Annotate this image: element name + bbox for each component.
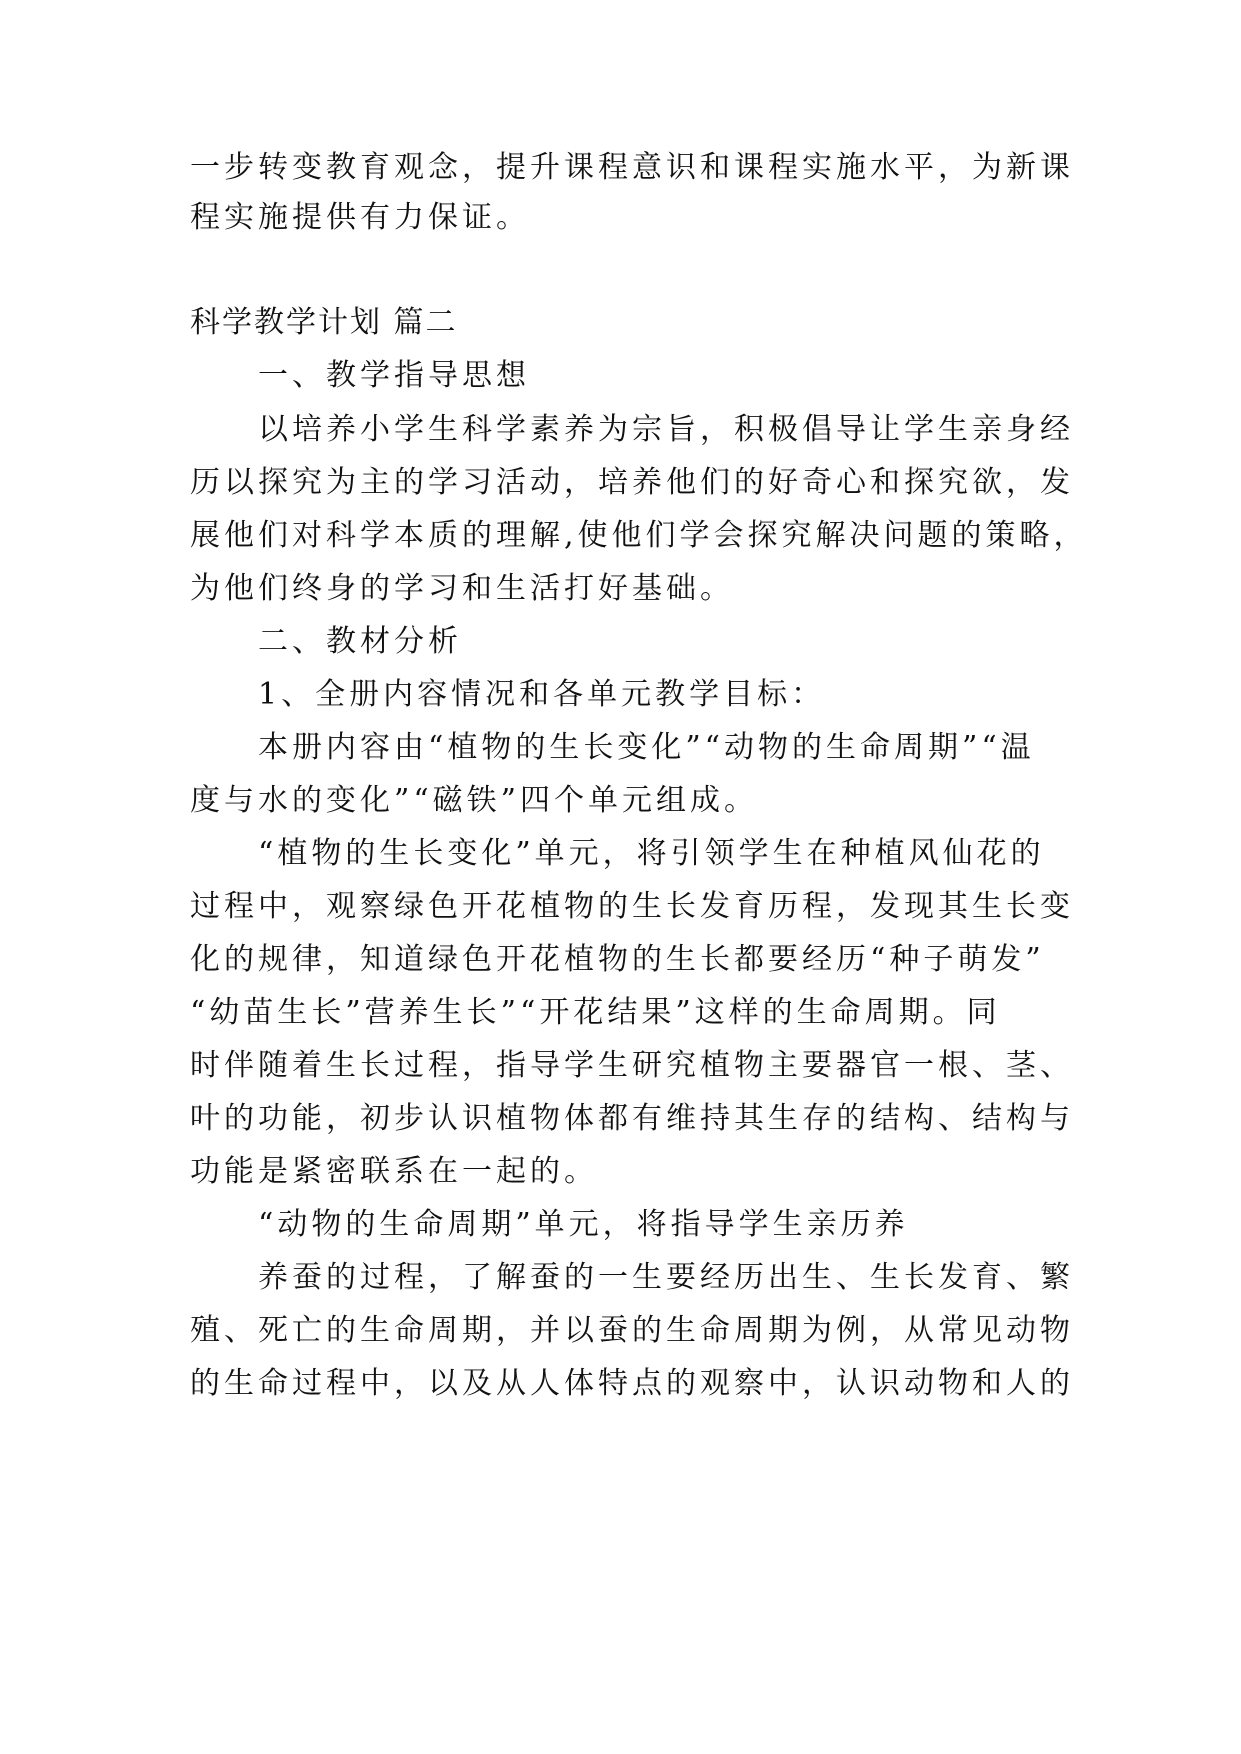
paragraph-line: 本册内容由“植物的生长变化”“动物的生命周期”“温 [258, 730, 1035, 765]
paragraph-line: 过程中，观察绿色开花植物的生长发育历程，发现其生长变 [190, 889, 1074, 924]
subheading: 1、全册内容情况和各单元教学目标： [258, 677, 826, 712]
paragraph-line: 化的规律，知道绿色开花植物的生长都要经历“种子萌发” [190, 942, 1045, 977]
paragraph-line: 历以探究为主的学习活动，培养他们的好奇心和探究欲，发 [190, 465, 1074, 500]
paragraph-line: 的生命过程中，以及从人体特点的观察中，认识动物和人的 [190, 1366, 1074, 1401]
paragraph-line: “动物的生命周期”单元，将指导学生亲历养 [258, 1207, 909, 1242]
paragraph-line: 叶的功能，初步认识植物体都有维持其生存的结构、结构与 [190, 1101, 1074, 1136]
paragraph-line: 为他们终身的学习和生活打好基础。 [190, 571, 734, 606]
paragraph-line: 度与水的变化”“磁铁”四个单元组成。 [190, 783, 759, 818]
heading: 一、教学指导思想 [258, 358, 530, 393]
paragraph-line: 以培养小学生科学素养为宗旨，积极倡导让学生亲身经 [258, 412, 1074, 447]
paragraph-line: 养蚕的过程，了解蚕的一生要经历出生、生长发育、繁 [258, 1260, 1074, 1295]
heading: 二、教材分析 [258, 624, 462, 659]
paragraph-line: 功能是紧密联系在一起的。 [190, 1154, 598, 1189]
paragraph-line: 时伴随着生长过程，指导学生研究植物主要器官一根、茎、 [190, 1048, 1074, 1083]
paragraph-line: “植物的生长变化”单元，将引领学生在种植风仙花的 [258, 836, 1045, 871]
paragraph-line: 程实施提供有力保证。 [190, 200, 530, 235]
paragraph-line: 一步转变教育观念，提升课程意识和课程实施水平，为新课 [190, 150, 1074, 185]
section-title: 科学教学计划 篇二 [190, 305, 458, 340]
paragraph-line: 殖、死亡的生命周期，并以蚕的生命周期为例，从常见动物 [190, 1313, 1074, 1348]
paragraph-line: 展他们对科学本质的理解,使他们学会探究解决问题的策略， [190, 518, 1088, 553]
paragraph-line: “幼苗生长”营养生长”“开花结果”这样的生命周期。同 [190, 995, 1001, 1030]
